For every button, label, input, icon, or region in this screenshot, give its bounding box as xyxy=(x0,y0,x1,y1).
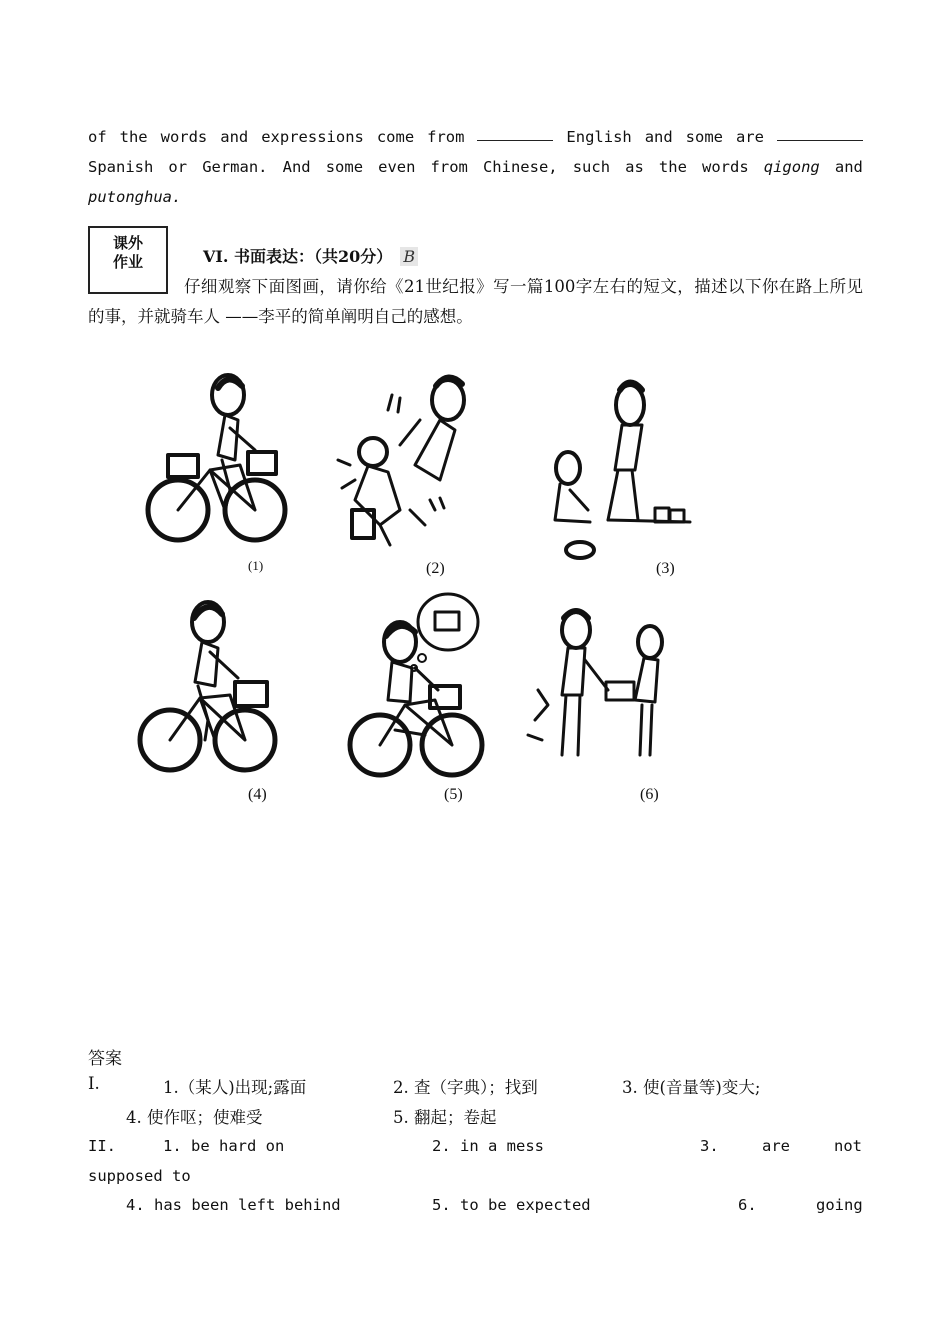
panel-1-rider-icon xyxy=(148,375,285,540)
word: the xyxy=(658,158,687,176)
panel-5-thinking-rider-icon xyxy=(350,594,482,775)
fill-blank-2[interactable] xyxy=(777,128,863,141)
word: come xyxy=(376,128,415,146)
caption-1: (1) xyxy=(248,558,264,573)
homework-box-line2: 作业 xyxy=(112,253,143,271)
word: words xyxy=(702,158,749,176)
answers-II-label: II. xyxy=(88,1137,116,1155)
comic-panels-illustration xyxy=(130,360,760,810)
section-title: VI. 书面表达：（共20分） xyxy=(203,247,393,266)
answers-II-item4: 4. has been left behind xyxy=(126,1196,341,1214)
word: expressions xyxy=(261,128,364,146)
word: words xyxy=(160,128,208,146)
word: such xyxy=(572,158,611,176)
answers-title: 答案 xyxy=(88,1049,122,1069)
word-qigong: qigong xyxy=(763,158,820,176)
word: are xyxy=(735,128,764,146)
word: and xyxy=(644,128,673,146)
answers-II-item3-w1: are xyxy=(762,1137,790,1155)
fill-blank-1[interactable] xyxy=(477,128,553,141)
panel-2-accident-icon xyxy=(338,377,464,545)
word: as xyxy=(625,158,644,176)
instruction-text: 仔细观察下面图画，请你给《21世纪报》写一篇100字左右的短文，描述以下你在路上所见的事，并就骑车人 ——李平的简单阐明自己的感想。 xyxy=(88,277,863,326)
caption-2: (2) xyxy=(426,560,445,577)
word: German. xyxy=(202,158,268,176)
word: or xyxy=(168,158,188,176)
caption-5: (5) xyxy=(444,786,463,803)
caption-6: (6) xyxy=(640,786,659,803)
answers-I-item5: 5. 翻起；卷起 xyxy=(393,1108,497,1127)
word: from xyxy=(430,158,468,176)
panel-6-handover-icon xyxy=(528,611,662,755)
word: And xyxy=(282,158,311,176)
answers-II-item1: 1. be hard on xyxy=(163,1137,285,1155)
word: Spanish xyxy=(88,158,154,176)
word: the xyxy=(119,128,148,146)
word: English xyxy=(566,128,632,146)
word: Chinese, xyxy=(482,158,558,176)
answers-I-label: I. xyxy=(88,1074,100,1093)
answers-II-item3-num: 3. xyxy=(700,1137,719,1155)
answers-I-item2: 2. 查（字典）；找到 xyxy=(393,1078,538,1097)
homework-box-line1: 课外 xyxy=(112,234,143,252)
answers-I-item1: 1.（某人)出现;露面 xyxy=(163,1078,307,1097)
caption-3: (3) xyxy=(656,560,675,577)
answers-II-item5: 5. to be expected xyxy=(432,1196,591,1214)
word: and xyxy=(834,158,863,176)
answers-I-item4: 4. 使作呕；使难受 xyxy=(126,1108,263,1127)
panel-3-scene-icon xyxy=(555,383,690,559)
section-heading xyxy=(203,244,418,267)
word: some xyxy=(685,128,723,146)
passage-line-3: putonghua. xyxy=(88,188,182,206)
answers-II-item6-w1: going xyxy=(816,1196,863,1214)
section-instruction xyxy=(88,272,863,332)
answers-II-item3-w2: not xyxy=(834,1137,862,1155)
section-mark: B xyxy=(400,247,418,266)
answers-II-item2: 2. in a mess xyxy=(432,1137,544,1155)
word: even xyxy=(378,158,416,176)
panel-4-rider-icon xyxy=(140,602,275,770)
answers-II-item6-num: 6. xyxy=(738,1196,757,1214)
picture-sequence xyxy=(130,360,760,810)
answers-II-row2: supposed to xyxy=(88,1167,191,1185)
word: and xyxy=(220,128,249,146)
answers-I-item3: 3. 使(音量等)变大; xyxy=(622,1078,761,1097)
word: of xyxy=(88,128,107,146)
word: from xyxy=(427,128,465,146)
passage-line-1 xyxy=(88,128,863,146)
caption-4: (4) xyxy=(248,786,267,803)
word: some xyxy=(325,158,364,176)
passage-line-2 xyxy=(88,158,863,176)
